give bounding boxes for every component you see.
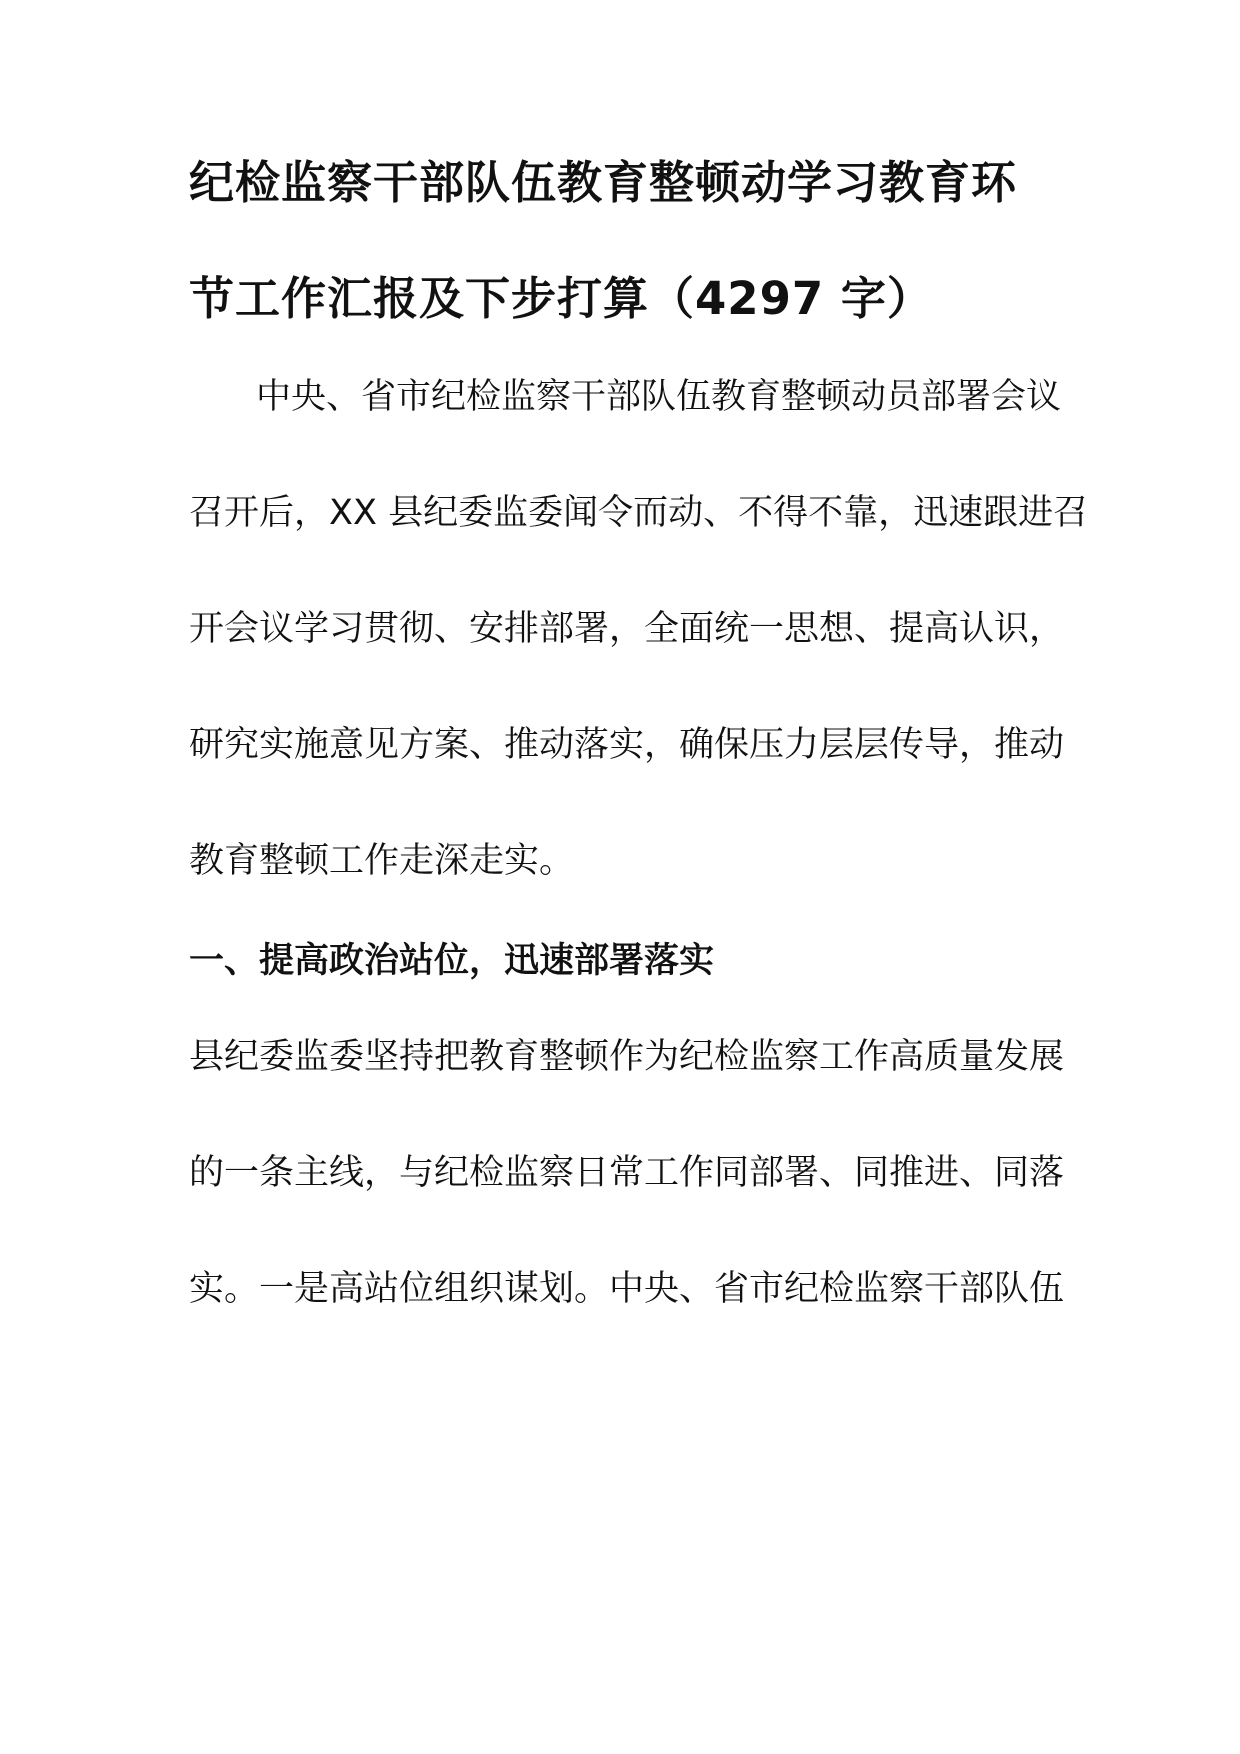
section-1-line-3: 实。一是高站位组织谋划。中央、省市纪检监察干部队伍	[189, 1269, 1065, 1309]
intro-line-4: 研究实施意见方案、推动落实，确保压力层层传导，推动	[189, 725, 1065, 765]
title-line-2: 节工作汇报及下步打算（4297 字）	[189, 272, 933, 325]
intro-line-2: 召开后，XX 县纪委监委闻令而动、不得不靠，迅速跟进召	[189, 493, 1089, 533]
section-1-heading: 一、提高政治站位，迅速部署落实	[189, 941, 715, 981]
intro-line-5: 教育整顿工作走深走实。	[189, 841, 575, 881]
intro-line-1: 中央、省市纪检监察干部队伍教育整顿动员部署会议	[256, 377, 1062, 417]
title-line-1: 纪检监察干部队伍教育整顿动学习教育环	[189, 156, 1018, 209]
section-1-line-2: 的一条主线，与纪检监察日常工作同部署、同推进、同落	[189, 1153, 1065, 1193]
section-1-line-1: 县纪委监委坚持把教育整顿作为纪检监察工作高质量发展	[189, 1037, 1065, 1077]
intro-line-3: 开会议学习贯彻、安排部署，全面统一思想、提高认识，	[189, 609, 1065, 649]
